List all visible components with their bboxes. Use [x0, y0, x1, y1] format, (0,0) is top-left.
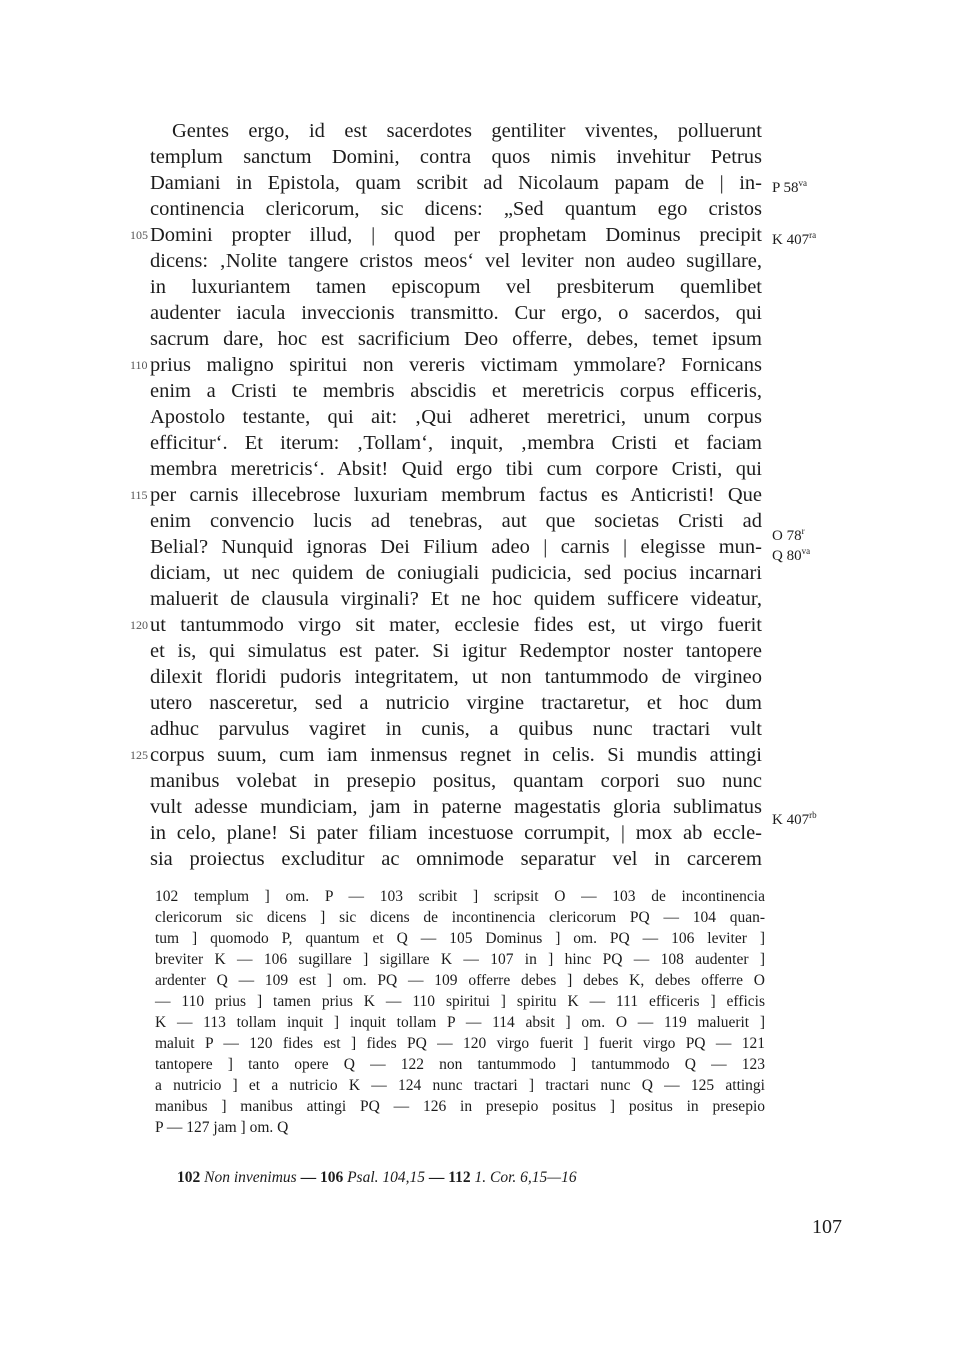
manuscript-ref: Q $80^{va}$	[772, 546, 811, 564]
text-line: continencia clericorum, sic dicens: „Sed quantum ego cristos	[150, 198, 762, 220]
text-line: in celo, plane! Si pater filiam incestuose corrumpit, | mox ab eccle-	[150, 822, 762, 844]
text-line: adhuc parvulus vagiret in cunis, a quibus nunc tractari vult	[150, 718, 762, 740]
text-line: membra meretricis‘. Absit! Quid ergo tibi cum corpore Cristi, qui	[150, 458, 762, 480]
text-line: utero nasceretur, sed a nutricio virgine tractaretur, et hoc dum	[150, 692, 762, 714]
line-number: 105	[130, 228, 148, 242]
text-line: Damiani in Epistola, quam scribit ad Nicolaum papam de | in-	[150, 172, 762, 194]
manuscript-ref: O 78$^r$	[772, 526, 805, 544]
source-ref-number: 112	[448, 1169, 471, 1186]
text-line: ut tantummodo virgo sit mater, ecclesie fides est, ut virgo fuerit	[150, 614, 762, 636]
text-line: Gentes ergo, id est sacerdotes gentiliter viventes, polluerunt	[172, 120, 762, 142]
text-line: Apostolo testante, qui ait: ‚Qui adheret meretrici, unum corpus	[150, 406, 762, 428]
text-line: sia proiectus excluditur ac omnimode separatur vel in carcerem	[150, 848, 762, 870]
apparatus-line: ardenter Q — 109 est ] om. PQ — 109 offerre debes ] debes K, debes offerre O	[155, 972, 765, 989]
text-line: diciam, ut nec quidem de coniugiali pudicicia, sed pocius incarnari	[150, 562, 762, 584]
apparatus-line: K — 113 tollam inquit ] inquit tollam P — 114 absit ] om. O — 119 maluerit ]	[155, 1014, 765, 1031]
line-number: 120	[130, 618, 148, 632]
manuscript-ref: P $58^{va}$	[772, 178, 808, 196]
page-number: 107	[812, 1216, 842, 1238]
text-line: sacrum dare, hoc est sacrificium Deo offerre, debes, temet ipsum	[150, 328, 762, 350]
apparatus-line: P — 127 jam ] om. Q	[155, 1119, 289, 1136]
text-line: Domini propter illud, | quod per prophetam Dominus precipit	[150, 224, 762, 246]
source-ref-number: 106	[319, 1169, 344, 1186]
line-number: 110	[130, 358, 148, 372]
manuscript-ref: K $407^{ra}$	[772, 230, 817, 248]
manuscript-ref: K $407^{rb}$	[772, 810, 817, 828]
text-line: per carnis illecebrose luxuriam membrum factus es Anticristi! Que	[150, 484, 762, 506]
apparatus-line: a nutricio ] et a nutricio K — 124 nunc tractari ] tractari nunc Q — 125 attingi	[155, 1077, 765, 1094]
text-line: vult adesse mundiciam, jam in paterne magestatis gloria sublimatus	[150, 796, 762, 818]
apparatus-line: breviter K — 106 sugillare ] sigillare K — 107 in ] hinc PQ — 108 audenter ]	[155, 951, 765, 968]
apparatus-line: 102 templum ] om. P — 103 scribit ] scripsit O — 103 de incontinencia	[155, 888, 765, 905]
text-line: enim a Cristi te membris abscidis et meretricis corpus efficeris,	[150, 380, 762, 402]
text-line: templum sanctum Domini, contra quos nimis invehitur Petrus	[150, 146, 762, 168]
apparatus-line: manibus ] manibus attingi PQ — 126 in presepio positus ] positus in presepio	[155, 1098, 765, 1115]
text-line: et is, qui simulatus est pater. Si igitur Redemptor noster tantopere	[150, 640, 762, 662]
text-line: dicens: ‚Nolite tangere cristos meos‘ vel leviter non audeo sugillare,	[150, 250, 762, 272]
text-line: prius maligno spiritui non vereris victimam ymmolare? Fornicans	[150, 354, 762, 376]
text-line: efficitur‘. Et iterum: ‚Tollam‘, inquit, ‚membra Cristi et faciam	[150, 432, 762, 454]
text-line: audenter iacula inveccionis transmitto. Cur ergo, o sacerdos, qui	[150, 302, 762, 324]
sources-line	[177, 1167, 577, 1188]
source-ref-text: Non invenimus	[204, 1169, 297, 1186]
source-ref-text: Psal. 104,15	[347, 1169, 425, 1186]
text-line: dilexit floridi pudoris integritatem, ut non tantummodo de virgineo	[150, 666, 762, 688]
text-line: enim convencio lucis ad tenebras, aut que societas Cristi ad	[150, 510, 762, 532]
apparatus-line: maluit P — 120 fides est ] fides PQ — 120 virgo fuerit ] fuerit virgo PQ — 121	[155, 1035, 765, 1052]
text-line: maluerit de clausula virginali? Et ne hoc quidem sufficere videatur,	[150, 588, 762, 610]
apparatus-line: tum ] quomodo P, quantum et Q — 105 Dominus ] om. PQ — 106 leviter ]	[155, 930, 765, 947]
apparatus-line: — 110 prius ] tamen prius K — 110 spiritui ] spiritu K — 111 efficeris ] efficis	[155, 993, 765, 1010]
apparatus-line: clericorum sic dicens ] sic dicens de incontinencia clericorum PQ — 104 quan-	[155, 909, 765, 926]
text-line: in luxuriantem tamen episcopum vel presbiterum quemlibet	[150, 276, 762, 298]
source-ref-text: 1. Cor. 6,15—16	[474, 1169, 577, 1186]
text-line: manibus volebat in presepio positus, quantam corpori suo nunc	[150, 770, 762, 792]
apparatus-line: tantopere ] tanto opere Q — 122 non tantummodo ] tantummodo Q — 123	[155, 1056, 765, 1073]
text-line: corpus suum, cum iam inmensus regnet in celis. Si mundis attingi	[150, 744, 762, 766]
separator: —	[428, 1169, 445, 1186]
separator: —	[300, 1169, 317, 1186]
line-number: 115	[130, 488, 148, 502]
text-line: Belial? Nunquid ignoras Dei Filium adeo | carnis | elegisse mun-	[150, 536, 762, 558]
source-ref-number: 102	[177, 1169, 201, 1186]
line-number: 125	[130, 748, 148, 762]
